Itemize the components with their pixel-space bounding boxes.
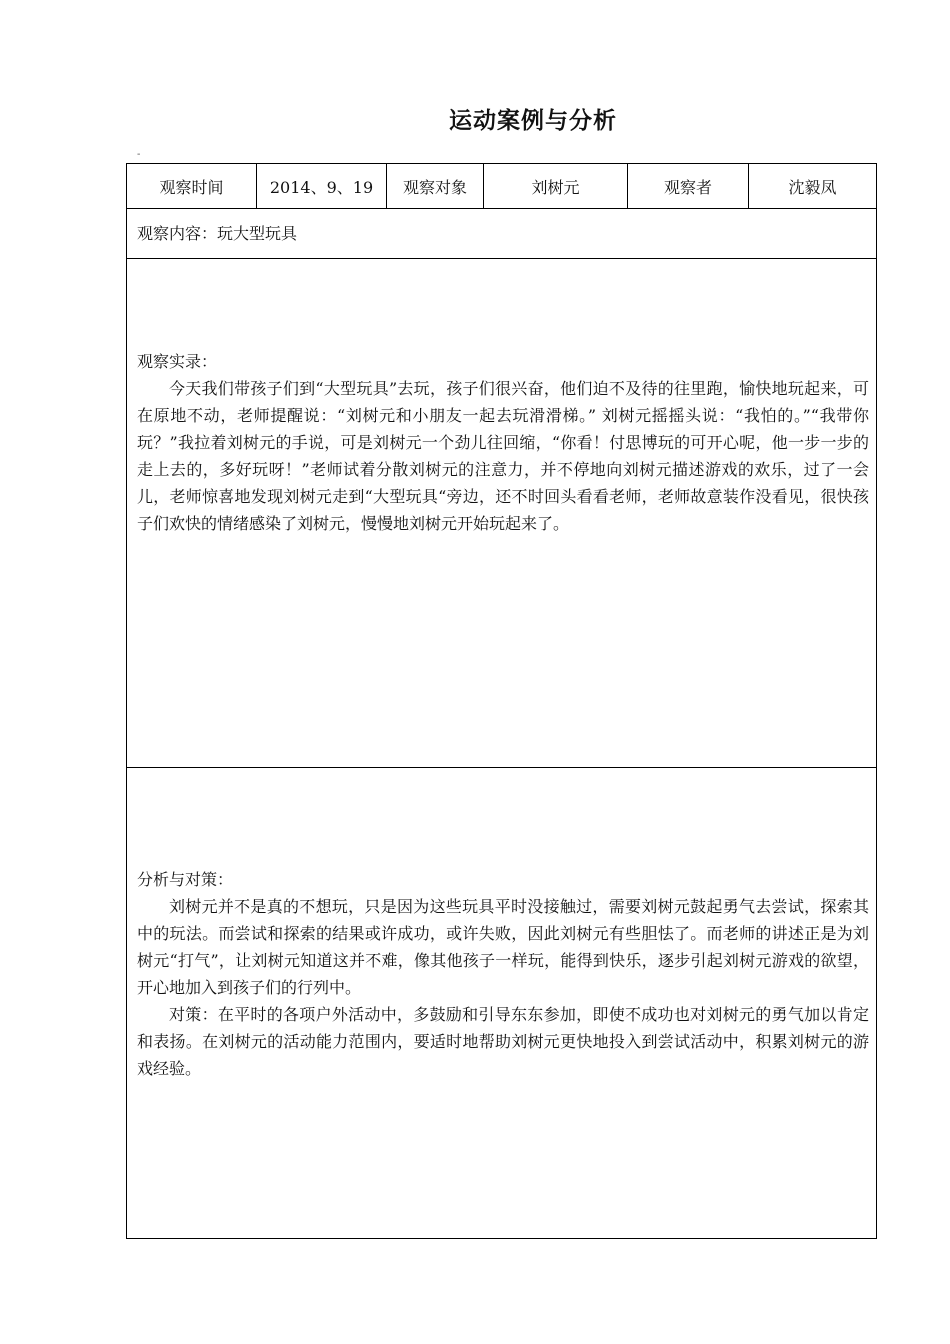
observation-record-text bbox=[137, 348, 869, 537]
strategy-paragraph: 对策：在平时的各项户外活动中，多鼓励和引导东东参加，即使不成功也对刘树元的勇气加以肯定和表扬。在刘树元的活动能力范围内，要适时地帮助刘树元更快地投入到尝试活动中，积累刘树元的游戏经验。 bbox=[137, 1005, 869, 1078]
observer-label: 观察者 bbox=[628, 164, 749, 208]
observation-record-section bbox=[127, 259, 876, 768]
analysis-section bbox=[127, 768, 876, 1238]
analysis-paragraph: 刘树元并不是真的不想玩，只是因为这些玩具平时没接触过，需要刘树元鼓起勇气去尝试，探索其中的玩法。而尝试和探索的结果或许成功，或许失败，因此刘树元有些胆怯了。而老师的讲述正是为刘树元“打气”，让刘树元知道这并不难，像其他孩子一样玩，能得到快乐，逐步引起刘树元游戏的欲望，开心地加入到孩子们的行列中。 bbox=[137, 897, 869, 997]
observation-subject-value: 刘树元 bbox=[484, 164, 628, 208]
observer-value: 沈毅凤 bbox=[788, 177, 837, 197]
stray-mark: - bbox=[137, 149, 141, 160]
record-paragraph: 今天我们带孩子们到“大型玩具”去玩，孩子们很兴奋，他们迫不及待的往里跑，愉快地玩起来，可在原地不动，老师提醒说：“刘树元和小朋友一起去玩滑滑梯。” 刘树元摇摇头说：“我怕的。”“我带你玩？”我拉着刘树元的手说，可是刘树元一个劲儿往回缩，“你看！付思博玩的可开心呢，他一步一步的走上去的，多好玩呀！”老师试着分散刘树元的注意力，并不停地向刘树元描述游戏的欢乐，过了一会儿，老师惊喜地发现刘树元走到“大型玩具“旁边，还不时回头看看老师，老师故意装作没看见，很快孩子们欢快的情绪感染了刘树元，慢慢地刘树元开始玩起来了。 bbox=[137, 379, 869, 533]
record-heading: 观察实录： bbox=[137, 352, 218, 371]
form-header-row bbox=[127, 164, 876, 209]
analysis-heading: 分析与对策： bbox=[137, 870, 234, 889]
observation-form bbox=[126, 163, 877, 1239]
observation-content-row: 观察内容：玩大型玩具 bbox=[127, 209, 876, 259]
page-title: 运动案例与分析 bbox=[449, 108, 617, 134]
observation-subject-label: 观察对象 bbox=[387, 164, 484, 208]
observation-time-value: 2014、9、19 bbox=[257, 164, 387, 208]
analysis-text bbox=[137, 866, 869, 1082]
observation-time-label: 观察时间 bbox=[127, 164, 257, 208]
